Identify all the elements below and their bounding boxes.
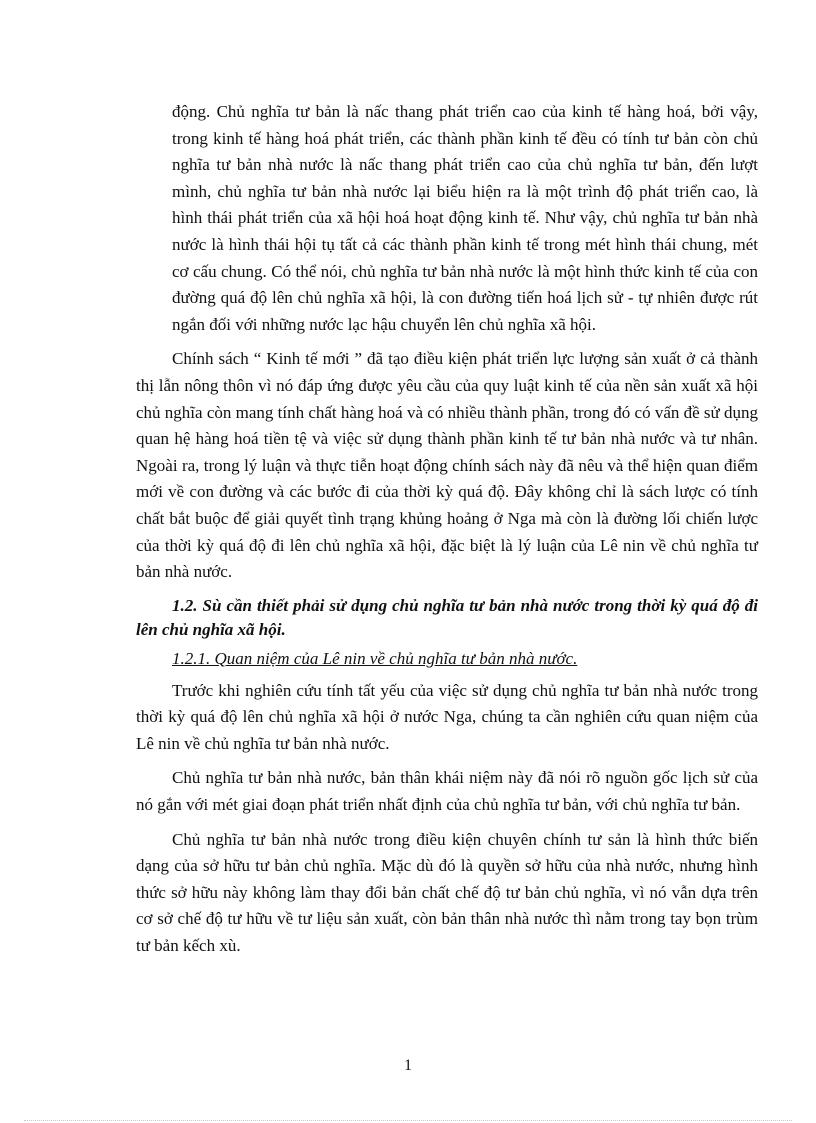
- paragraph-2: Chính sách “ Kinh tế mới ” đã tạo điều kiện phát triển lực lượng sản xuất ở cả thành thị lẫn nông thôn vì nó đáp ứng được yêu cầu của quy luật kinh tế của nền sản xuất xã hội chủ nghĩa còn mang tính chất hàng hoá và có nhiều thành phần, trong đó có vấn đề sử dụng quan hệ hàng hoá tiền tệ và việc sử dụng thành phần kinh tế tư bản nhà nước và tư nhân. Ngoài ra, trong lý luận và thực tiễn hoạt động chính sách này đã nêu và thể hiện quan điểm mới về con đường và các bước đi của thời kỳ quá độ. Đây không chỉ là sách lược có tính chất bắt buộc để giải quyết tình trạng khủng hoảng ở Nga mà còn là đường lối chiến lược của thời kỳ quá độ đi lên chủ nghĩa xã hội, đặc biệt là lý luận của Lê nin về chủ nghĩa tư bản nhà nước.: [136, 349, 759, 582]
- paragraph-1: động. Chủ nghĩa tư bản là nấc thang phát triển cao của kinh tế hàng hoá, bởi vậy, trong kinh tế hàng hoá phát triển, các thành phần kinh tế đều có tính tư bản còn chủ nghĩa tư bản nhà nước là nấc thang phát triển cao của chủ nghĩa tư bản, đến lượt mình, chủ nghĩa tư bản nhà nước lại biểu hiện ra là một trình độ phát triển cao, là hình thái phát triển của xã hội hoá hoạt động kinh tế. Như vậy, chủ nghĩa tư bản nhà nước là hình thái hội tụ tất cả các thành phần kinh tế trong mét hình thái chung, mét cơ cấu chung. Có thể nói, chủ nghĩa tư bản nhà nước là một hình thức kinh tế của con đường quá độ lên chủ nghĩa xã hội, là con đường tiến hoá lịch sử - tự nhiên được rút ngắn đối với những nước lạc hậu chuyển lên chủ nghĩa xã hội.: [172, 102, 758, 334]
- subsection-heading-text: 1.2.1. Quan niệm của Lê nin về chủ nghĩa tư bản nhà nước.: [172, 648, 578, 668]
- section-heading-1-2: 1.2. Sù cần thiết phải sử dụng chủ nghĩa tư bản nhà nước trong thời kỳ quá độ đi lên chủ nghĩa xã hội.: [136, 595, 758, 639]
- subsection-heading-1-2-1: [136, 646, 758, 672]
- paragraph-5: Chủ nghĩa tư bản nhà nước trong điều kiện chuyên chính tư sản là hình thức biến dạng của sở hữu tư bản chủ nghĩa. Mặc dù đó là quyền sở hữu của nhà nước, nhưng hình thức sở hữu này không làm thay đổi bản chất chế độ tư bản chủ nghĩa, vì nó vẫn dựa trên cơ sở chế độ tư hữu về tư liệu sản xuất, còn bản thân nhà nước thì nằm trong tay bọn trùm tư bản kếch xù.: [136, 829, 758, 956]
- document-body: [136, 99, 758, 968]
- page-bottom-divider: [24, 1120, 792, 1121]
- paragraph-3: Trước khi nghiên cứu tính tất yếu của việc sử dụng chủ nghĩa tư bản nhà nước trong thời kỳ quá độ lên chủ nghĩa xã hội ở nước Nga, chúng ta cần nghiên cứu quan niệm của Lê nin về chủ nghĩa tư bản nhà nước.: [136, 680, 758, 753]
- paragraph-4: Chủ nghĩa tư bản nhà nước, bản thân khái niệm này đã nói rõ nguồn gốc lịch sử của nó gắn với mét giai đoạn phát triển nhất định của chủ nghĩa tư bản, với chủ nghĩa tư bản.: [136, 768, 758, 815]
- page-number: 1: [404, 1057, 412, 1074]
